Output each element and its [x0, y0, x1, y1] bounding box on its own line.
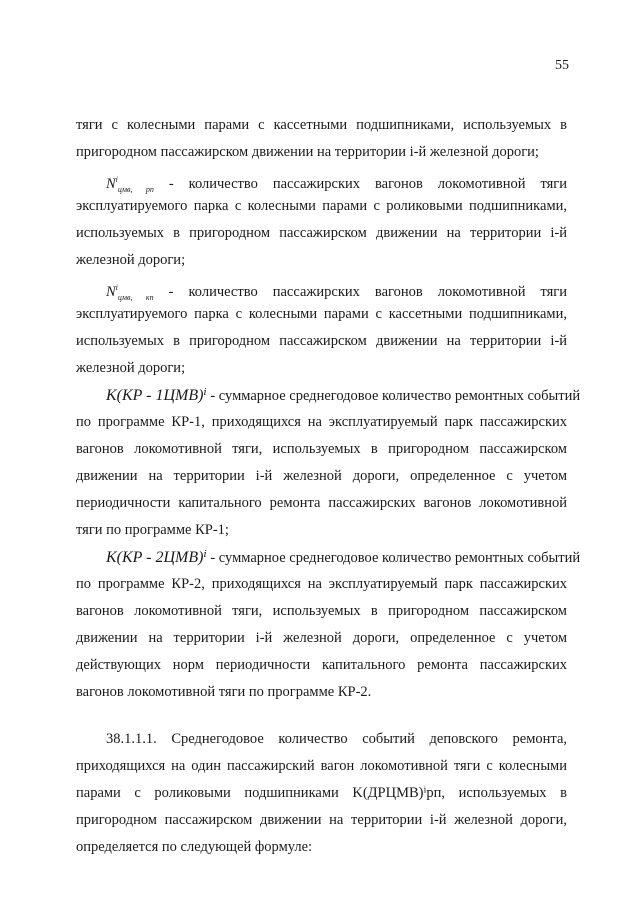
text-line: [76, 598, 567, 625]
line-text: - суммарное среднегодовое количество ремонтных событий: [206, 388, 581, 404]
line-text: действующих норм периодичности капитального ремонта пассажирских: [76, 657, 567, 673]
line-text: вагонов локомотивной тяги, используемых в пригородном пассажирском: [76, 441, 567, 457]
text-line: [76, 193, 567, 220]
paragraph-gap: [76, 706, 567, 726]
text-line: [76, 355, 567, 382]
text-line: [76, 274, 567, 301]
text-line: [76, 220, 567, 247]
text-line: [76, 652, 567, 679]
text-line: [76, 112, 567, 139]
symbol: $N^i_{цмв, кп}$: [106, 283, 154, 302]
line-text: пригородном пассажирском движении на территории i-й железной дороги;: [76, 144, 539, 160]
text-line: [76, 490, 567, 517]
text-line: [76, 166, 567, 193]
text-line: [76, 139, 567, 166]
line-text: 38.1.1.1. Среднегодовое количество событий деповского ремонта,: [106, 731, 567, 747]
text-line: [76, 382, 581, 409]
text-line: [76, 834, 567, 861]
text-line: [76, 544, 581, 571]
text-line: [76, 571, 567, 598]
line-text: приходящихся на один пассажирский вагон локомотивной тяги с колесными: [76, 758, 567, 774]
line-text: движении на территории i-й железной дороги, определенное с учетом: [76, 468, 567, 484]
line-text: - количество пассажирских вагонов локомотивной тяги: [153, 175, 567, 192]
line-text: парами с роликовыми подшипниками K(ДРЦМВ)ⁱрп, используемых в: [76, 785, 567, 801]
line-text: железной дороги;: [76, 360, 186, 376]
text-line: [76, 780, 567, 807]
line-text: по программе КР-2, приходящихся на эксплуатируемый парк пассажирских: [76, 576, 567, 592]
line-text: эксплуатируемого парка с колесными парами с кассетными подшипниками,: [76, 306, 567, 322]
line-text: движении на территории i-й железной дороги, определенное с учетом: [76, 630, 567, 646]
line-text: - суммарное среднегодовое количество ремонтных событий: [206, 550, 581, 566]
line-text: периодичности капитального ремонта пассажирских вагонов локомотивной: [76, 495, 567, 511]
document-body: [76, 112, 581, 861]
text-line: [76, 463, 567, 490]
text-line: [76, 409, 567, 436]
text-line: [76, 517, 567, 544]
line-text: используемых в пригородном пассажирском движении на территории i-й: [76, 225, 567, 241]
line-text: эксплуатируемого парка с колесными парами с роликовыми подшипниками,: [76, 198, 567, 214]
line-text: определяется по следующей формуле:: [76, 839, 313, 855]
page-number: 55: [555, 58, 569, 73]
line-text: вагонов локомотивной тяги по программе КР-2.: [76, 684, 372, 700]
line-text: тяги с колесными парами с кассетными подшипниками, используемых в: [76, 117, 567, 133]
text-line: [76, 328, 567, 355]
line-text: железной дороги;: [76, 252, 186, 268]
text-line: [76, 625, 567, 652]
line-text: - количество пассажирских вагонов локомотивной тяги: [153, 283, 567, 300]
line-text: вагонов локомотивной тяги, используемых в пригородном пассажирском: [76, 603, 567, 619]
line-text: используемых в пригородном пассажирском движении на территории i-й: [76, 333, 567, 349]
text-line: [76, 753, 567, 780]
text-line: [76, 436, 567, 463]
text-line: [76, 807, 567, 834]
line-text: по программе КР-1, приходящихся на эксплуатируемый парк пассажирских: [76, 414, 567, 430]
formula: K(KP - 2ЦМВ)ⁱ: [106, 549, 207, 566]
line-text: тяги по программе КР-1;: [76, 522, 229, 538]
text-line: [76, 301, 567, 328]
line-text: пригородном пассажирском движении на территории i-й железной дороги,: [76, 812, 567, 828]
symbol: $N^i_{цмв, рп}$: [106, 175, 154, 194]
text-line: [76, 247, 567, 274]
formula: K(KP - 1ЦМВ)ⁱ: [106, 387, 207, 404]
text-line: [76, 679, 567, 706]
text-line: [76, 726, 567, 753]
